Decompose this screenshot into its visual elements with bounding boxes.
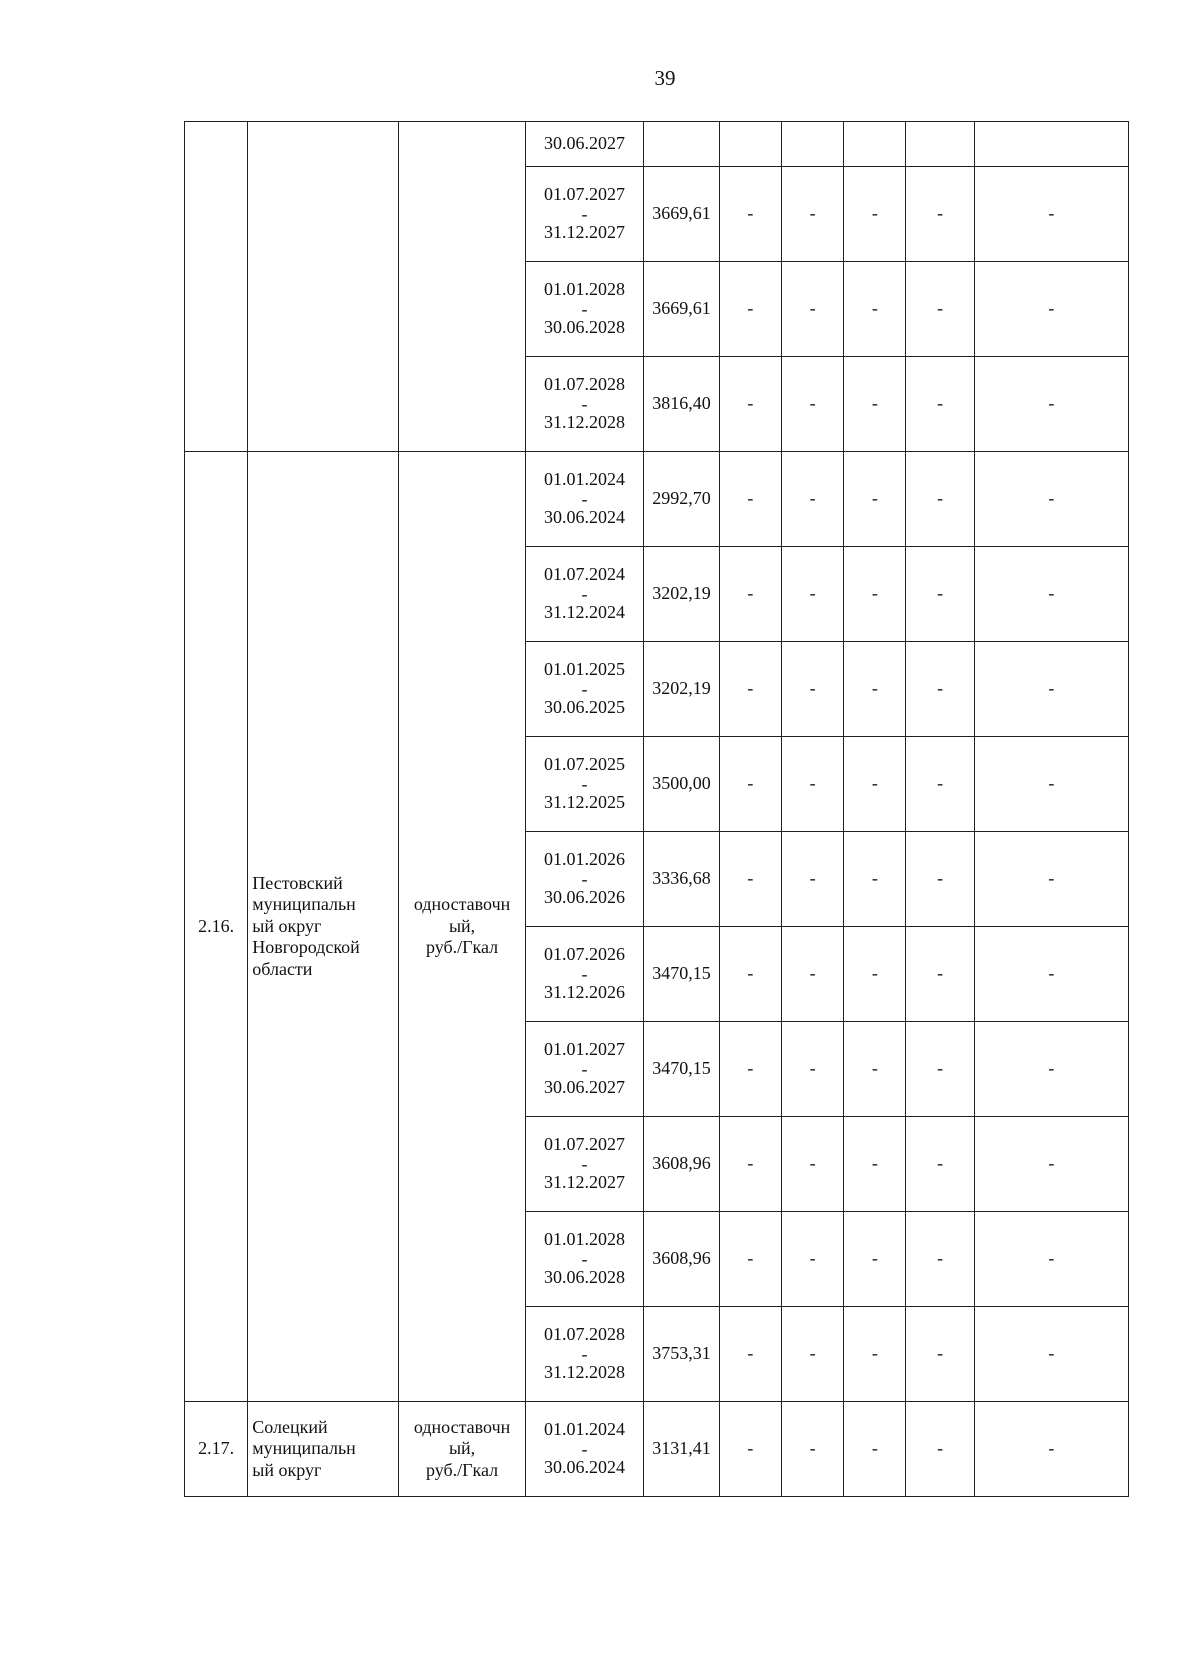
- dash-mark: -: [937, 1343, 944, 1364]
- tariff-value-cell: [644, 1022, 720, 1117]
- dash-mark: -: [1048, 963, 1055, 984]
- dash-mark: -: [1048, 868, 1055, 889]
- tariff-type: [399, 1402, 526, 1497]
- dash-mark: -: [871, 583, 878, 604]
- period-cell: [525, 167, 643, 262]
- empty-value-cell: [906, 737, 974, 832]
- period-from: 01.07.2026: [544, 944, 626, 965]
- period: [544, 1039, 625, 1098]
- tariff-value: 3608,96: [652, 1248, 711, 1269]
- tariff-value: 3470,15: [652, 963, 711, 984]
- period-cell: [525, 547, 643, 642]
- period-cell: [525, 262, 643, 357]
- empty-value-cell: [719, 832, 781, 927]
- empty-value-cell: [906, 1212, 974, 1307]
- dash-mark: -: [871, 1343, 878, 1364]
- tariff-value: 3669,61: [652, 298, 711, 319]
- empty-value-cell: [974, 357, 1128, 452]
- empty-value-cell: [781, 1212, 843, 1307]
- period-from: 01.01.2028: [544, 279, 626, 300]
- dash-mark: -: [937, 678, 944, 699]
- empty-value-cell: [844, 547, 906, 642]
- region-name-line: Солецкий: [252, 1416, 328, 1437]
- dash-mark: -: [1048, 393, 1055, 414]
- dash-mark: -: [809, 868, 816, 889]
- period-to: 30.06.2025: [544, 697, 626, 718]
- empty-value-cell: [974, 832, 1128, 927]
- empty-value-cell: [974, 1307, 1128, 1402]
- dash-mark: -: [871, 298, 878, 319]
- tariff-table: [184, 121, 1129, 1497]
- tariff-value: 3500,00: [652, 773, 711, 794]
- region-name: [248, 452, 399, 1402]
- period-separator: -: [581, 773, 588, 794]
- empty-value-cell: [719, 122, 781, 167]
- empty-value-cell: [719, 452, 781, 547]
- tariff-type-line: одноставочн: [413, 1416, 511, 1437]
- dash-mark: -: [937, 298, 944, 319]
- dash-mark: -: [747, 1438, 754, 1459]
- period-separator: -: [581, 488, 588, 509]
- period-from: 01.01.2025: [544, 659, 626, 680]
- region-name-line: Пестовский: [252, 872, 343, 893]
- tariff-value: 3753,31: [652, 1343, 711, 1364]
- period-separator: -: [581, 298, 588, 319]
- empty-value-cell: [781, 737, 843, 832]
- period-from: 01.07.2028: [544, 1324, 626, 1345]
- region-name-line: муниципальн: [252, 1438, 356, 1459]
- page-number: 39: [654, 66, 676, 90]
- tariff-type-line: руб./Гкал: [425, 937, 499, 958]
- empty-value-cell: [844, 167, 906, 262]
- dash-mark: -: [809, 1058, 816, 1079]
- empty-value-cell: [844, 1307, 906, 1402]
- period-separator: -: [581, 1438, 588, 1459]
- tariff-value: 3816,40: [652, 393, 711, 414]
- dash-mark: -: [809, 298, 816, 319]
- dash-mark: -: [747, 963, 754, 984]
- dash-mark: -: [747, 1153, 754, 1174]
- period-separator: -: [581, 1153, 588, 1174]
- dash-mark: -: [809, 1343, 816, 1364]
- tariff-type-line: ый,: [448, 915, 476, 936]
- empty-value-cell: [844, 927, 906, 1022]
- period-to: 30.06.2028: [544, 1267, 626, 1288]
- period-separator: -: [581, 583, 588, 604]
- table-row: [185, 122, 1129, 167]
- dash-mark: -: [1048, 583, 1055, 604]
- dash-mark: -: [747, 678, 754, 699]
- tariff-value-cell: [644, 357, 720, 452]
- empty-value-cell: [719, 1307, 781, 1402]
- table-row: [185, 1402, 1129, 1497]
- period-to: 30.06.2027: [544, 1077, 626, 1098]
- empty-value-cell: [974, 452, 1128, 547]
- dash-mark: -: [809, 1248, 816, 1269]
- period-from: 01.07.2025: [544, 754, 626, 775]
- region-name-line: ый округ: [252, 915, 322, 936]
- dash-mark: -: [871, 773, 878, 794]
- period: [544, 469, 625, 528]
- period-separator: -: [581, 868, 588, 889]
- dash-mark: -: [871, 1058, 878, 1079]
- empty-value-cell: [974, 1022, 1128, 1117]
- region-name-line: муниципальн: [252, 894, 356, 915]
- dash-mark: -: [871, 963, 878, 984]
- dash-mark: -: [747, 773, 754, 794]
- dash-mark: -: [747, 298, 754, 319]
- period-from: 01.07.2027: [544, 184, 626, 205]
- period-cell: [525, 122, 643, 167]
- tariff-value: 3202,19: [652, 583, 711, 604]
- tariff-value-cell: [644, 1117, 720, 1212]
- period: [544, 133, 625, 155]
- period-to: 31.12.2024: [544, 602, 626, 623]
- period-to: 31.12.2026: [544, 982, 626, 1003]
- period-from: 01.07.2027: [544, 1134, 626, 1155]
- period-from: 01.07.2024: [544, 564, 626, 585]
- region-name-line: Новгородской: [252, 937, 360, 958]
- empty-value-cell: [974, 737, 1128, 832]
- region-name-line: ый округ: [252, 1459, 322, 1480]
- period-to: 30.06.2024: [544, 1457, 626, 1478]
- dash-mark: -: [747, 583, 754, 604]
- tariff-value-cell: [644, 122, 720, 167]
- empty-value-cell: [719, 1117, 781, 1212]
- empty-value-cell: [906, 1307, 974, 1402]
- region-name-line: области: [252, 958, 313, 979]
- period-cell: [525, 1117, 643, 1212]
- empty-value-cell: [974, 262, 1128, 357]
- period-separator: -: [581, 1058, 588, 1079]
- empty-value-cell: [781, 122, 843, 167]
- tariff-value: 3470,15: [652, 1058, 711, 1079]
- empty-value-cell: [719, 1212, 781, 1307]
- dash-mark: -: [747, 1058, 754, 1079]
- tariff-value-cell: [644, 927, 720, 1022]
- period-separator: -: [581, 678, 588, 699]
- empty-value-cell: [781, 357, 843, 452]
- empty-value-cell: [906, 1022, 974, 1117]
- dash-mark: -: [871, 1248, 878, 1269]
- tariff-value-cell: [644, 1402, 720, 1497]
- period-from: 01.01.2024: [544, 1419, 626, 1440]
- period: [544, 1419, 625, 1478]
- dash-mark: -: [871, 488, 878, 509]
- dash-mark: -: [747, 868, 754, 889]
- empty-value-cell: [781, 1402, 843, 1497]
- dash-mark: -: [1048, 1058, 1055, 1079]
- period-separator: -: [581, 393, 588, 414]
- period: [544, 1134, 625, 1193]
- dash-mark: -: [1048, 1343, 1055, 1364]
- dash-mark: -: [809, 678, 816, 699]
- period-to: 30.06.2027: [544, 133, 626, 154]
- period-to: 31.12.2027: [544, 1172, 626, 1193]
- tariff-value: 2992,70: [652, 488, 711, 509]
- dash-mark: -: [1048, 203, 1055, 224]
- period-cell: [525, 452, 643, 547]
- dash-mark: -: [871, 203, 878, 224]
- empty-value-cell: [974, 1212, 1128, 1307]
- empty-value-cell: [906, 1117, 974, 1212]
- dash-mark: -: [809, 583, 816, 604]
- dash-mark: -: [871, 868, 878, 889]
- period-to: 30.06.2026: [544, 887, 626, 908]
- dash-mark: -: [809, 1153, 816, 1174]
- dash-mark: -: [937, 963, 944, 984]
- tariff-value-cell: [644, 642, 720, 737]
- empty-value-cell: [844, 262, 906, 357]
- period-to: 31.12.2028: [544, 412, 626, 433]
- empty-value-cell: [781, 642, 843, 737]
- empty-value-cell: [974, 547, 1128, 642]
- empty-value-cell: [719, 547, 781, 642]
- tariff-type: [399, 452, 526, 1402]
- dash-mark: -: [871, 1438, 878, 1459]
- empty-value-cell: [974, 1117, 1128, 1212]
- dash-mark: -: [937, 203, 944, 224]
- empty-value-cell: [974, 1402, 1128, 1497]
- period: [544, 754, 625, 813]
- period-to: 31.12.2027: [544, 222, 626, 243]
- empty-value-cell: [974, 642, 1128, 737]
- period-separator: -: [581, 1343, 588, 1364]
- dash-mark: -: [937, 393, 944, 414]
- tariff-type-line: руб./Гкал: [425, 1459, 499, 1480]
- tariff-value-cell: [644, 1307, 720, 1402]
- empty-value-cell: [719, 642, 781, 737]
- tariff-value: 3669,61: [652, 203, 711, 224]
- empty-value-cell: [974, 122, 1128, 167]
- dash-mark: -: [747, 393, 754, 414]
- period: [544, 1324, 625, 1383]
- empty-value-cell: [719, 737, 781, 832]
- tariff-value: 3202,19: [652, 678, 711, 699]
- period: [544, 944, 625, 1003]
- empty-value-cell: [844, 737, 906, 832]
- tariff-value-cell: [644, 167, 720, 262]
- period: [544, 564, 625, 623]
- dash-mark: -: [747, 1248, 754, 1269]
- empty-value-cell: [906, 832, 974, 927]
- dash-mark: -: [937, 1058, 944, 1079]
- dash-mark: -: [809, 488, 816, 509]
- period-from: 01.07.2028: [544, 374, 626, 395]
- empty-value-cell: [974, 927, 1128, 1022]
- empty-value-cell: [844, 452, 906, 547]
- dash-mark: -: [1048, 298, 1055, 319]
- empty-value-cell: [906, 357, 974, 452]
- period-to: 31.12.2028: [544, 1362, 626, 1383]
- empty-value-cell: [844, 1117, 906, 1212]
- empty-value-cell: [844, 1402, 906, 1497]
- period-from: 01.01.2027: [544, 1039, 626, 1060]
- period: [544, 659, 625, 718]
- period-cell: [525, 1402, 643, 1497]
- tariff-value-cell: [644, 1212, 720, 1307]
- empty-value-cell: [781, 832, 843, 927]
- dash-mark: -: [937, 583, 944, 604]
- dash-mark: -: [871, 1153, 878, 1174]
- empty-value-cell: [781, 927, 843, 1022]
- period-to: 31.12.2025: [544, 792, 626, 813]
- dash-mark: -: [937, 1248, 944, 1269]
- dash-mark: -: [937, 1153, 944, 1174]
- period: [544, 374, 625, 433]
- period: [544, 184, 625, 243]
- empty-value-cell: [719, 262, 781, 357]
- tariff-value-cell: [644, 737, 720, 832]
- empty-value-cell: [781, 547, 843, 642]
- empty-value-cell: [781, 1307, 843, 1402]
- period-cell: [525, 1307, 643, 1402]
- dash-mark: -: [809, 773, 816, 794]
- empty-value-cell: [781, 1022, 843, 1117]
- dash-mark: -: [1048, 488, 1055, 509]
- empty-value-cell: [906, 1402, 974, 1497]
- empty-value-cell: [844, 1212, 906, 1307]
- region-name: [248, 122, 399, 452]
- section-number: 2.16.: [185, 452, 248, 1402]
- dash-mark: -: [1048, 1438, 1055, 1459]
- empty-value-cell: [906, 642, 974, 737]
- section-number: 2.17.: [185, 1402, 248, 1497]
- tariff-value: 3336,68: [652, 868, 711, 889]
- empty-value-cell: [844, 832, 906, 927]
- period-cell: [525, 832, 643, 927]
- tariff-value-cell: [644, 452, 720, 547]
- dash-mark: -: [1048, 1153, 1055, 1174]
- empty-value-cell: [844, 357, 906, 452]
- period-separator: -: [581, 963, 588, 984]
- empty-value-cell: [906, 452, 974, 547]
- dash-mark: -: [871, 678, 878, 699]
- empty-value-cell: [719, 357, 781, 452]
- empty-value-cell: [719, 167, 781, 262]
- period: [544, 849, 625, 908]
- empty-value-cell: [906, 167, 974, 262]
- dash-mark: -: [937, 1438, 944, 1459]
- dash-mark: -: [809, 393, 816, 414]
- empty-value-cell: [974, 167, 1128, 262]
- period-cell: [525, 737, 643, 832]
- region-name: [248, 1402, 399, 1497]
- dash-mark: -: [937, 488, 944, 509]
- tariff-body: [185, 122, 1129, 1497]
- section-number: [185, 122, 248, 452]
- empty-value-cell: [906, 547, 974, 642]
- tariff-type: [399, 122, 526, 452]
- empty-value-cell: [844, 1022, 906, 1117]
- period-cell: [525, 357, 643, 452]
- empty-value-cell: [844, 122, 906, 167]
- dash-mark: -: [747, 1343, 754, 1364]
- dash-mark: -: [1048, 678, 1055, 699]
- period-from: 01.01.2026: [544, 849, 626, 870]
- period-from: 01.01.2028: [544, 1229, 626, 1250]
- dash-mark: -: [747, 488, 754, 509]
- tariff-value-cell: [644, 547, 720, 642]
- empty-value-cell: [906, 927, 974, 1022]
- dash-mark: -: [937, 868, 944, 889]
- dash-mark: -: [809, 203, 816, 224]
- empty-value-cell: [781, 167, 843, 262]
- tariff-value-cell: [644, 262, 720, 357]
- empty-value-cell: [906, 122, 974, 167]
- period: [544, 1229, 625, 1288]
- dash-mark: -: [809, 1438, 816, 1459]
- dash-mark: -: [937, 773, 944, 794]
- period-cell: [525, 1212, 643, 1307]
- tariff-type-line: ый,: [448, 1438, 476, 1459]
- empty-value-cell: [844, 642, 906, 737]
- period-to: 30.06.2024: [544, 507, 626, 528]
- empty-value-cell: [719, 1022, 781, 1117]
- period-cell: [525, 642, 643, 737]
- tariff-value: 3608,96: [652, 1153, 711, 1174]
- empty-value-cell: [781, 1117, 843, 1212]
- dash-mark: -: [747, 203, 754, 224]
- period-cell: [525, 927, 643, 1022]
- empty-value-cell: [719, 927, 781, 1022]
- period-cell: [525, 1022, 643, 1117]
- period-separator: -: [581, 203, 588, 224]
- empty-value-cell: [781, 262, 843, 357]
- period-separator: -: [581, 1248, 588, 1269]
- tariff-value: 3131,41: [652, 1438, 711, 1459]
- dash-mark: -: [809, 963, 816, 984]
- tariff-type-line: одноставочн: [413, 894, 511, 915]
- empty-value-cell: [781, 452, 843, 547]
- dash-mark: -: [871, 393, 878, 414]
- empty-value-cell: [906, 262, 974, 357]
- table-row: [185, 452, 1129, 547]
- period-from: 01.01.2024: [544, 469, 626, 490]
- empty-value-cell: [719, 1402, 781, 1497]
- dash-mark: -: [1048, 1248, 1055, 1269]
- tariff-value-cell: [644, 832, 720, 927]
- dash-mark: -: [1048, 773, 1055, 794]
- period-to: 30.06.2028: [544, 317, 626, 338]
- period: [544, 279, 625, 338]
